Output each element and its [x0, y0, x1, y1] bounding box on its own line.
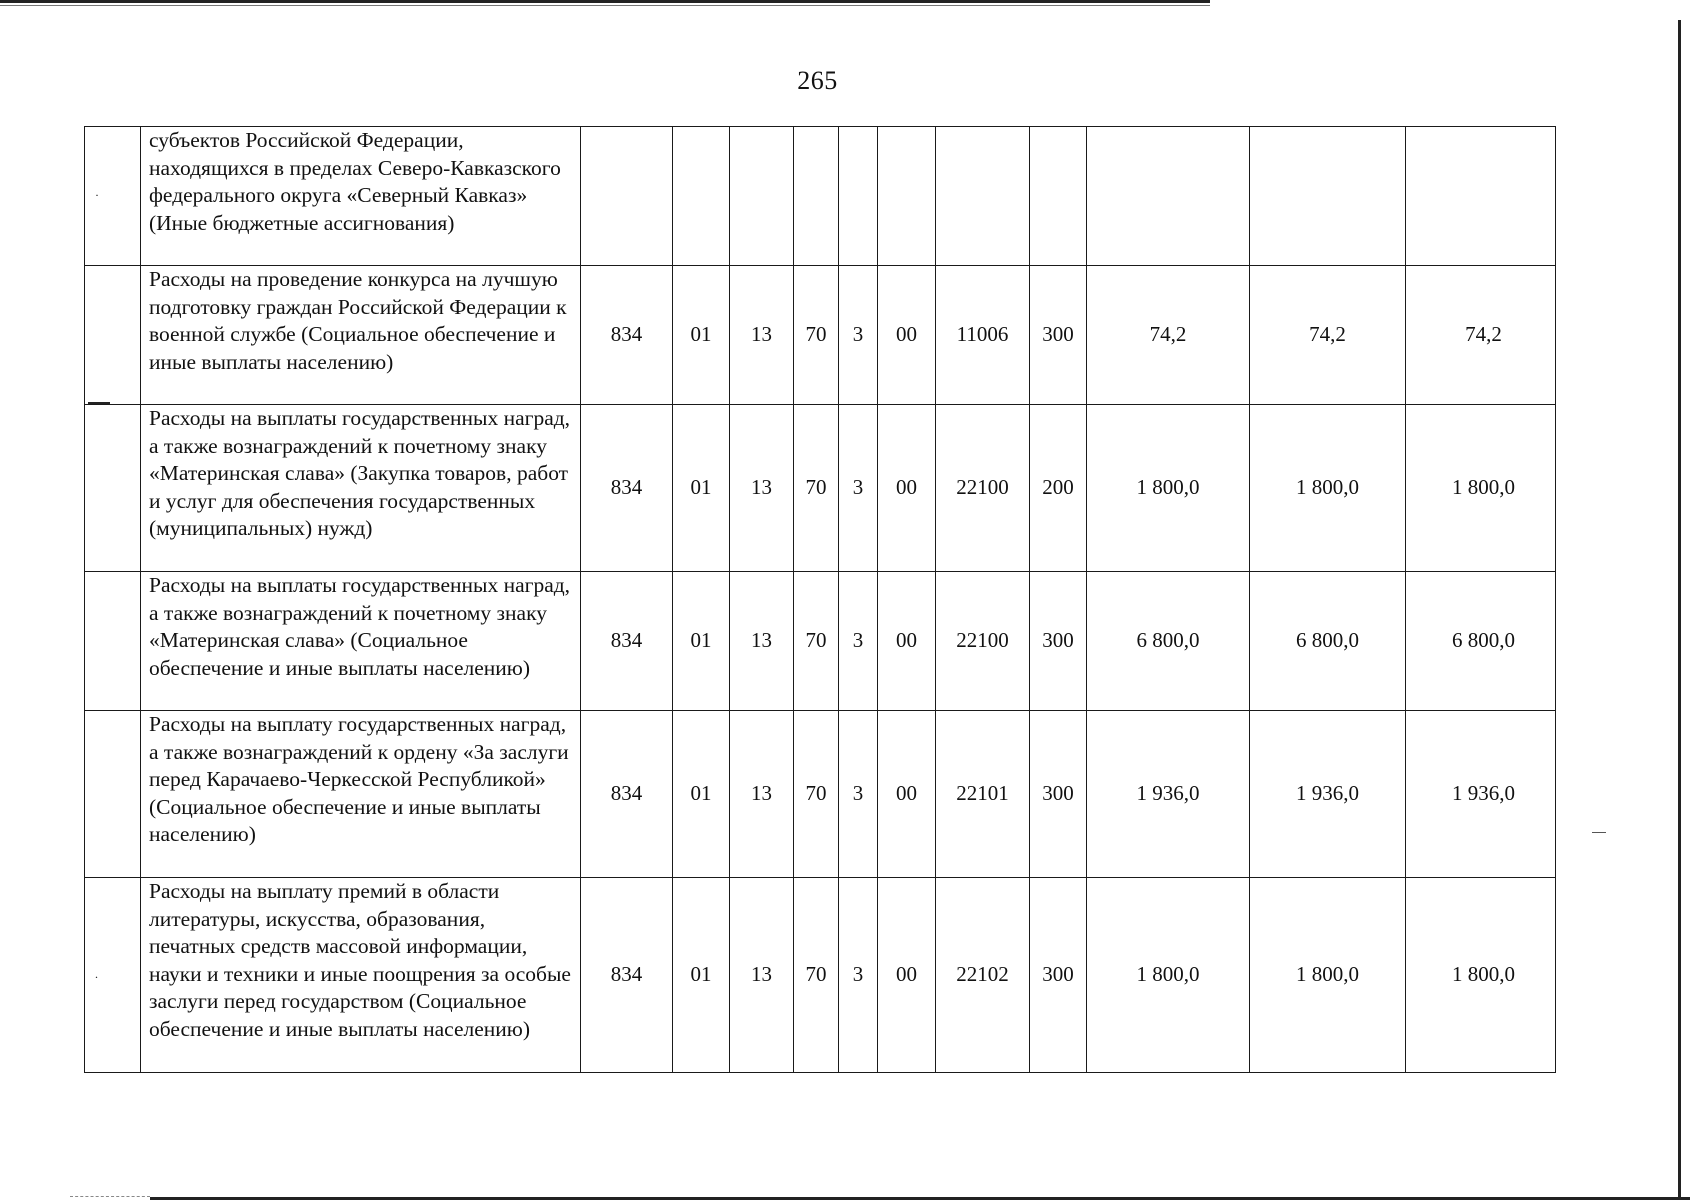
- main-event-code: [878, 127, 936, 266]
- table-row: [85, 572, 1556, 711]
- main-event-code: 00: [878, 878, 936, 1073]
- program-code: 70: [794, 405, 839, 572]
- row-marker: [85, 266, 141, 405]
- amount-year-1: 1 936,0: [1087, 711, 1250, 878]
- scan-border-right: [1678, 20, 1681, 1200]
- row-marker: [85, 572, 141, 711]
- expense-type-code: 300: [1030, 878, 1087, 1073]
- program-code: 70: [794, 572, 839, 711]
- subsection-code: 13: [730, 266, 794, 405]
- expense-description: Расходы на выплаты государственных наград, а также вознаграждений к почетному знаку «Материнская слава» (Социальное обеспечение и иные выплаты населению): [141, 572, 581, 711]
- expense-description: Расходы на выплаты государственных наград, а также вознаграждений к почетному знаку «Материнская слава» (Закупка товаров, работ и услуг для обеспечения государственных (муниципальных) нужд): [141, 405, 581, 572]
- table-row: [85, 266, 1556, 405]
- main-event-code: 00: [878, 266, 936, 405]
- expense-type-code: 200: [1030, 405, 1087, 572]
- scan-stray-mark: [1592, 832, 1606, 833]
- direction-code: 22102: [936, 878, 1030, 1073]
- direction-code: 22101: [936, 711, 1030, 878]
- ministry-code: [581, 127, 673, 266]
- table-row: [85, 405, 1556, 572]
- program-code: 70: [794, 878, 839, 1073]
- section-code: 01: [673, 572, 730, 711]
- table-row: [85, 127, 1556, 266]
- amount-year-1: 1 800,0: [1087, 878, 1250, 1073]
- expense-description: субъектов Российской Федерации, находящихся в пределах Северо-Кавказского федерального округа «Северный Кавказ» (Иные бюджетные ассигнования): [141, 127, 581, 266]
- expense-description: Расходы на выплату премий в области литературы, искусства, образования, печатных средств массовой информации, науки и техники и иные поощрения за особые заслуги перед государством (Социальное обеспечение и иные выплаты населению): [141, 878, 581, 1073]
- budget-table: [84, 126, 1556, 1073]
- main-event-code: 00: [878, 405, 936, 572]
- program-code: 70: [794, 711, 839, 878]
- section-code: [673, 127, 730, 266]
- row-marker: ·: [85, 127, 141, 266]
- ministry-code: 834: [581, 266, 673, 405]
- amount-year-2: 1 800,0: [1250, 878, 1406, 1073]
- program-code: [794, 127, 839, 266]
- amount-year-3: 1 936,0: [1406, 711, 1556, 878]
- amount-year-3: 74,2: [1406, 266, 1556, 405]
- table-row: [85, 878, 1556, 1073]
- expense-type-code: 300: [1030, 711, 1087, 878]
- ministry-code: 834: [581, 405, 673, 572]
- main-event-code: 00: [878, 711, 936, 878]
- expense-description: Расходы на проведение конкурса на лучшую подготовку граждан Российской Федерации к военной службе (Социальное обеспечение и иные выплаты населению): [141, 266, 581, 405]
- direction-code: 22100: [936, 572, 1030, 711]
- direction-code: 22100: [936, 405, 1030, 572]
- amount-year-2: 74,2: [1250, 266, 1406, 405]
- amount-year-3: 6 800,0: [1406, 572, 1556, 711]
- ministry-code: 834: [581, 878, 673, 1073]
- amount-year-2: [1250, 127, 1406, 266]
- program-code: 70: [794, 266, 839, 405]
- section-code: 01: [673, 711, 730, 878]
- expense-type-code: [1030, 127, 1087, 266]
- ministry-code: 834: [581, 572, 673, 711]
- amount-year-1: [1087, 127, 1250, 266]
- row-marker: .: [85, 878, 141, 1073]
- ministry-code: 834: [581, 711, 673, 878]
- expense-type-code: 300: [1030, 266, 1087, 405]
- subprogram-code: 3: [839, 878, 878, 1073]
- table-row: [85, 711, 1556, 878]
- main-event-code: 00: [878, 572, 936, 711]
- subprogram-code: 3: [839, 405, 878, 572]
- amount-year-1: 6 800,0: [1087, 572, 1250, 711]
- page-number: 265: [797, 66, 838, 95]
- direction-code: [936, 127, 1030, 266]
- amount-year-3: 1 800,0: [1406, 878, 1556, 1073]
- subsection-code: 13: [730, 878, 794, 1073]
- amount-year-2: 1 800,0: [1250, 405, 1406, 572]
- scan-border-top-thin: [0, 5, 1210, 6]
- row-marker: [85, 405, 141, 572]
- section-code: 01: [673, 878, 730, 1073]
- subprogram-code: 3: [839, 266, 878, 405]
- subprogram-code: 3: [839, 711, 878, 878]
- subprogram-code: 3: [839, 572, 878, 711]
- subsection-code: [730, 127, 794, 266]
- subsection-code: 13: [730, 405, 794, 572]
- section-code: 01: [673, 266, 730, 405]
- direction-code: 11006: [936, 266, 1030, 405]
- expense-type-code: 300: [1030, 572, 1087, 711]
- subsection-code: 13: [730, 572, 794, 711]
- subsection-code: 13: [730, 711, 794, 878]
- amount-year-3: 1 800,0: [1406, 405, 1556, 572]
- section-code: 01: [673, 405, 730, 572]
- expense-description: Расходы на выплату государственных наград, а также вознаграждений к ордену «За заслуги перед Карачаево-Черкесской Республикой» (Социальное обеспечение и иные выплаты населению): [141, 711, 581, 878]
- amount-year-1: 1 800,0: [1087, 405, 1250, 572]
- amount-year-2: 1 936,0: [1250, 711, 1406, 878]
- scan-border-top: [0, 0, 1210, 3]
- scan-border-bottom-dash: [70, 1196, 150, 1198]
- amount-year-1: 74,2: [1087, 266, 1250, 405]
- row-marker: [85, 711, 141, 878]
- subprogram-code: [839, 127, 878, 266]
- amount-year-2: 6 800,0: [1250, 572, 1406, 711]
- amount-year-3: [1406, 127, 1556, 266]
